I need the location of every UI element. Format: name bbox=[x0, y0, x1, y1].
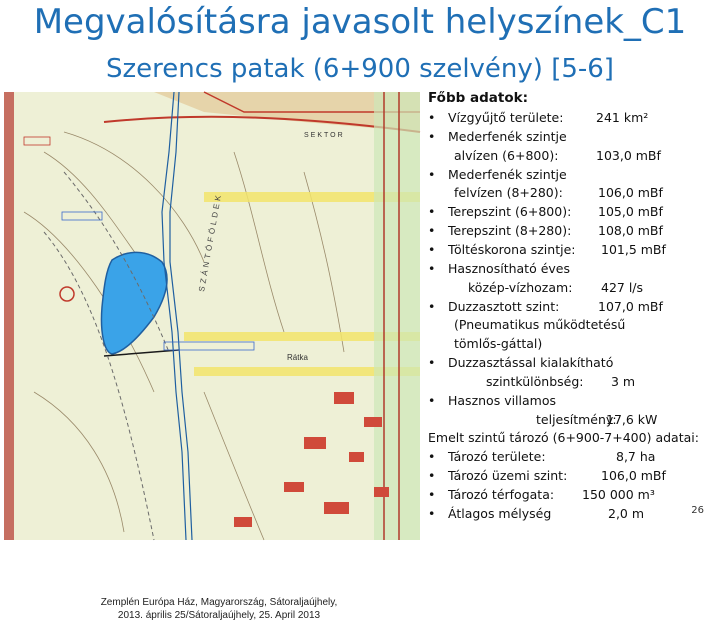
map-label-sektor: SEKTOR bbox=[304, 132, 345, 139]
slide-subtitle: Szerencs patak (6+900 szelvény) [5-6] bbox=[106, 54, 614, 84]
data-line-label: alvízen (6+800): bbox=[454, 147, 559, 163]
data-line bbox=[426, 261, 716, 279]
data-line bbox=[426, 393, 716, 411]
bullet-icon: • bbox=[428, 487, 436, 502]
data-line-label: közép-vízhozam: bbox=[468, 279, 573, 295]
data-line bbox=[426, 317, 716, 335]
panel-header: Főbb adatok: bbox=[428, 90, 528, 106]
data-line bbox=[426, 299, 716, 317]
data-line-label: Töltéskorona szintje: bbox=[448, 241, 576, 257]
page-number: 26 bbox=[691, 505, 704, 516]
caption-line-1: Zemplén Európa Ház, Magyarország, Sátoraljaújhely, bbox=[100, 597, 338, 608]
data-line bbox=[426, 506, 716, 524]
bullet-icon: • bbox=[428, 468, 436, 484]
data-line-value: 101,5 mBf bbox=[601, 241, 666, 257]
bullet-icon: • bbox=[428, 392, 436, 408]
data-line-label: felvízen (8+280): bbox=[454, 185, 563, 201]
site-map bbox=[4, 92, 420, 621]
data-line bbox=[426, 185, 716, 203]
data-line-label: szintkülönbség: bbox=[486, 373, 584, 389]
bullet-icon: • bbox=[428, 241, 436, 257]
data-line-label: (Pneumatikus működtetésű bbox=[454, 317, 626, 333]
data-line-value: 103,0 mBf bbox=[596, 147, 661, 163]
data-line-value: 108,0 mBf bbox=[598, 223, 663, 239]
data-line-value: 2,0 m bbox=[608, 505, 645, 521]
data-line-label: Hasznos villamos bbox=[448, 392, 557, 408]
data-line-label: tömlős-gáttal) bbox=[454, 336, 543, 352]
data-line bbox=[426, 374, 716, 392]
bullet-icon: • bbox=[428, 298, 436, 314]
bullet-icon: • bbox=[428, 110, 436, 125]
data-line-value: 17,6 kW bbox=[606, 411, 658, 427]
data-line bbox=[426, 110, 716, 128]
bullet-icon: • bbox=[428, 204, 436, 220]
data-line-label: Duzzasztással kialakítható bbox=[448, 355, 614, 371]
caption-line-2: 2013. április 25/Sátoraljaújhely, 25. April 2013 bbox=[117, 610, 321, 621]
data-line bbox=[426, 242, 716, 260]
data-line bbox=[426, 487, 716, 505]
data-line-value: 106,0 mBf bbox=[598, 185, 663, 201]
bullet-icon: • bbox=[428, 449, 436, 465]
data-line-label: Mederfenék szintje bbox=[448, 166, 567, 182]
data-line-label: Terepszint (8+280): bbox=[448, 223, 572, 239]
map-label-ratka: Rátka bbox=[287, 353, 308, 362]
data-line-label: Vízgyűjtő területe: bbox=[448, 110, 564, 125]
bullet-icon: • bbox=[428, 128, 436, 144]
bullet-icon: • bbox=[428, 166, 436, 182]
data-line bbox=[426, 430, 716, 448]
slide-title: Megvalósításra javasolt helyszínek_C1 bbox=[33, 2, 687, 42]
caption bbox=[74, 596, 364, 622]
data-line-label: Emelt szintű tározó (6+900-7+400) adatai: bbox=[428, 430, 699, 446]
data-line-value: 3 m bbox=[611, 373, 636, 389]
data-line-label: teljesítmény: bbox=[536, 411, 617, 427]
data-line-label: Tározó térfogata: bbox=[448, 487, 555, 502]
data-line-label: Terepszint (6+800): bbox=[448, 204, 572, 220]
bullet-icon: • bbox=[428, 355, 436, 371]
data-line-label: Tározó területe: bbox=[448, 449, 546, 465]
data-line bbox=[426, 355, 716, 373]
data-line bbox=[426, 167, 716, 185]
bullet-icon: • bbox=[428, 505, 436, 521]
data-line bbox=[426, 412, 716, 430]
data-line-label: Duzzasztott szint: bbox=[448, 298, 560, 314]
data-line-value: 427 l/s bbox=[601, 279, 644, 295]
bullet-icon: • bbox=[428, 260, 436, 276]
data-line bbox=[426, 468, 716, 486]
data-line-value: 107,0 mBf bbox=[598, 298, 663, 314]
data-line-label: Hasznosítható éves bbox=[448, 260, 570, 276]
map-label-szanto: SZÁNTÓFÖLDEK bbox=[197, 191, 224, 293]
data-line bbox=[426, 148, 716, 166]
bullet-icon: • bbox=[428, 223, 436, 239]
data-line-label: Mederfenék szintje bbox=[448, 128, 567, 144]
data-line-value: 8,7 ha bbox=[616, 449, 656, 465]
data-line-value: 150 000 m³ bbox=[582, 487, 655, 502]
data-line bbox=[426, 204, 716, 222]
data-line-label: Átlagos mélység bbox=[448, 505, 552, 521]
data-line-value: 105,0 mBf bbox=[598, 204, 663, 220]
data-line-label: Tározó üzemi szint: bbox=[448, 468, 568, 484]
data-line bbox=[426, 223, 716, 241]
data-line bbox=[426, 129, 716, 147]
data-line bbox=[426, 449, 716, 467]
data-line-value: 106,0 mBf bbox=[601, 468, 666, 484]
key-data-panel bbox=[426, 90, 716, 536]
data-line bbox=[426, 280, 716, 298]
data-line-value: 241 km² bbox=[596, 110, 649, 125]
data-line bbox=[426, 336, 716, 354]
